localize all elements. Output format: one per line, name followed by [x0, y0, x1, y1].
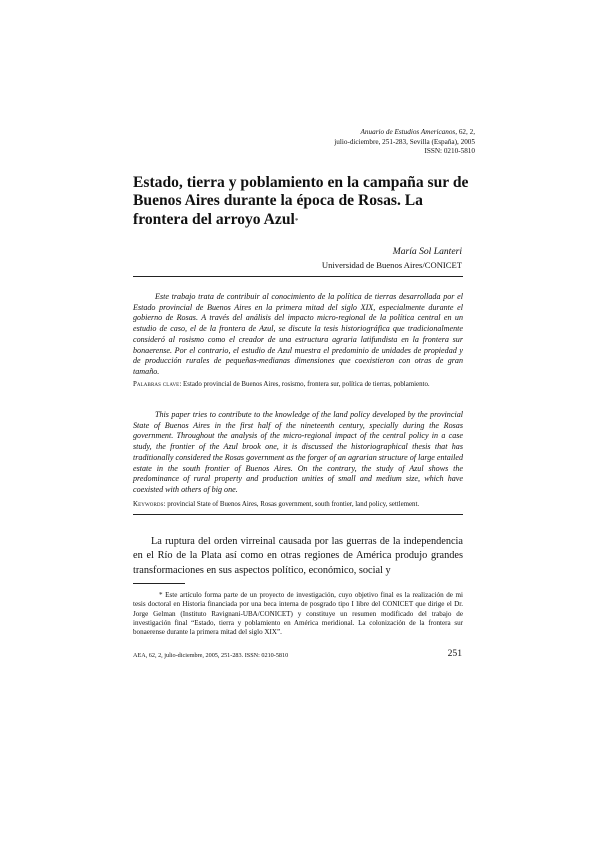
abstract-bottom-rule: [133, 514, 463, 515]
abstract-english: [133, 410, 463, 496]
footnote-text: * Este artículo forma parte de un proyecto de investigación, cuyo objetivo final es la realización de mi tesis doctoral en Historia financiada por una beca interna de posgrado tipo I libre del CONICET que dirige el Dr. Jorge Gelman (Instituto Ravignani-UBA/CONICET) y constituye un resumen modificado del trabajo de investigación final “Estado, tierra y poblamiento en América meridional. La colonización de la frontera sur bonaerense durante la primera mitad del siglo XIX”.: [133, 591, 463, 637]
keywords-english: [133, 500, 463, 509]
body-paragraph: La ruptura del orden virreinal causada por las guerras de la independencia en el Río de la Plata así como en otras regiones de América produjo grandes transformaciones en sus aspectos político, económico, social y: [133, 536, 463, 576]
abstract-spanish: [133, 292, 463, 378]
abstract-english-text: This paper tries to contribute to the knowledge of the land policy developed by the provincial State of Buenos Aires in the first half of the nineteenth century, specially during the Rosas government. Throughout the analysis of the micro-regional impact of the central policy in a case study, the frontier of the Azul brook one, it is discussed the historiographical thesis that has traditionally considered the Rosas government as the forger of an agrarian structure of large entailed estate in the south frontier of Buenos Aires. On the contrary, the study of Azul shows the predominance of rural property and production unities of small and medium size, which have coexisted with others of big one.: [133, 410, 463, 494]
journal-name: Anuario de Estudios Americanos: [360, 128, 456, 136]
title-note-mark[interactable]: *: [294, 216, 299, 225]
journal-issue: , 62, 2,: [455, 128, 475, 136]
journal-line-1: [175, 128, 475, 138]
article-title-text: Estado, tierra y poblamiento en la campaña sur de Buenos Aires durante la época de Rosas. La frontera del arroyo Azul: [133, 174, 469, 228]
journal-issn: ISSN: 0210-5810: [424, 147, 475, 156]
footnote-rule: [133, 583, 185, 584]
footnote: [133, 591, 463, 637]
author-affiliation: Universidad de Buenos Aires/CONICET: [321, 260, 462, 270]
keywords-english-text: provincial State of Buenos Aires, Rosas government, south frontier, land policy, settlement.: [165, 501, 420, 508]
footer-citation: AEA, 62, 2, julio-diciembre, 2005, 251-283. ISSN: 0210-5810: [133, 652, 289, 659]
keywords-spanish: [133, 380, 463, 389]
article-title: [133, 174, 473, 229]
keywords-spanish-text: Estado provincial de Buenos Aires, rosismo, frontera sur, política de tierras, poblamiento.: [181, 381, 430, 388]
abstract-spanish-text: Este trabajo trata de contribuir al conocimiento de la política de tierras desarrollada por el Estado provincial de Buenos Aires en la primera mitad del siglo XIX, especialmente durante el gobierno de Rosas. A través del análisis del impacto micro-regional de la política central en un estudio de caso, el de la frontera de Azul, se discute la tesis historiográfica que tradicionalmente consideró al rosismo como el creador de una estructura agraria latifundista en la frontera sur bonaerense. Por el contrario, el estudio de Azul muestra el predominio de unidades de propiedad y de producción rurales de pequeñas-medianas dimensiones que coexistieron con otras de gran tamaño.: [133, 292, 463, 376]
journal-line-2: julio-diciembre, 251-283, Sevilla (España), 2005: [334, 137, 475, 146]
journal-header: [175, 128, 475, 157]
abstract-top-rule: [133, 276, 463, 277]
keywords-english-label: Keywords:: [133, 501, 166, 508]
page-number: 251: [447, 648, 462, 659]
author-name: María Sol Lanteri: [392, 246, 462, 257]
body-text: [133, 535, 463, 578]
keywords-spanish-label: Palabras clave:: [133, 381, 182, 388]
